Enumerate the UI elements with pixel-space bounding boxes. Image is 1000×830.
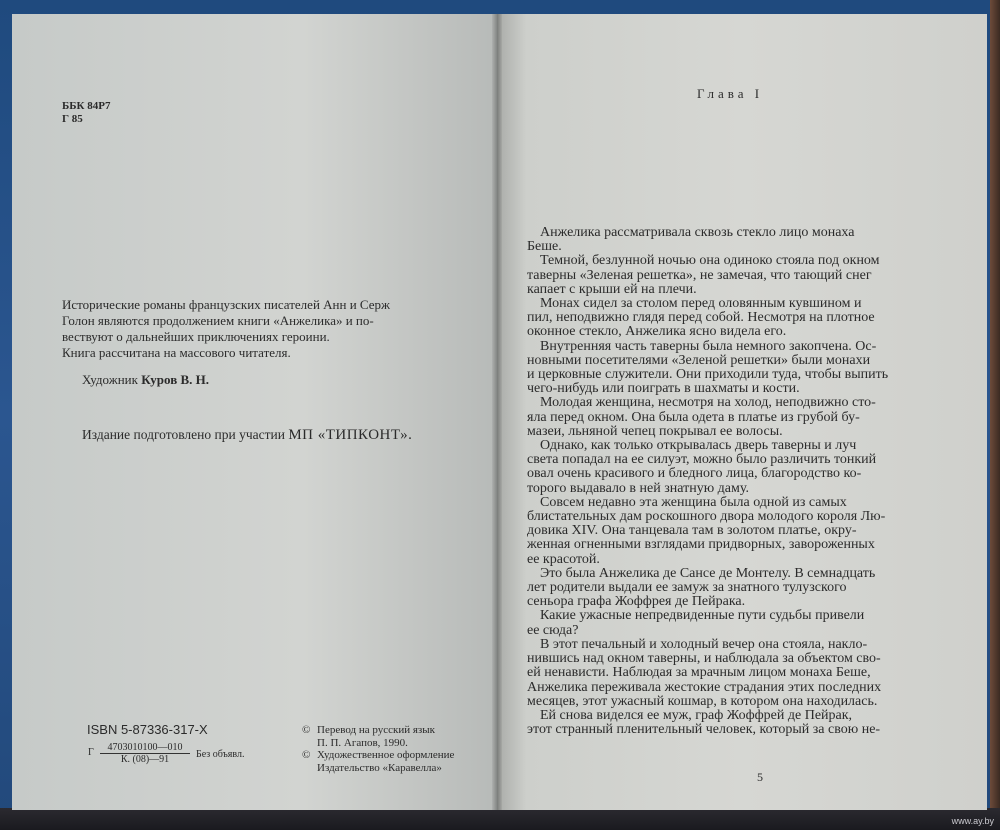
artist-label: Художник bbox=[82, 372, 138, 387]
edition-note bbox=[82, 427, 412, 444]
fraction-box bbox=[100, 742, 190, 765]
text-line: ее сюда? bbox=[527, 622, 579, 638]
annotation-line: Голон являются продолжением книги «Анжелика» и по- bbox=[62, 313, 374, 328]
text-line: женная огненными взглядами придворных, завороженных bbox=[527, 537, 875, 553]
left-page bbox=[12, 14, 497, 810]
text-line: блистательных дам роскошного двора молодого короля Лю- bbox=[527, 509, 886, 525]
copyright-symbol: © bbox=[302, 724, 311, 736]
text-line: Беше. bbox=[527, 239, 562, 255]
text-line: ее красотой. bbox=[527, 551, 600, 567]
text-line: Монах сидел за столом перед оловянным кувшином и bbox=[540, 296, 862, 312]
text-line: В этот печальный и холодный вечер она стояла, накло- bbox=[540, 636, 868, 652]
right-page bbox=[497, 14, 987, 810]
edition-org: МП «ТИПКОНТ». bbox=[288, 427, 413, 443]
artist-credit bbox=[82, 372, 209, 388]
table-surface bbox=[0, 808, 1000, 830]
copyright-line: Издательство «Каравелла» bbox=[317, 761, 442, 774]
copyright-line: Перевод на русский язык bbox=[317, 724, 436, 736]
fraction-bottom: К. (08)—91 bbox=[120, 754, 170, 765]
text-line: Совсем недавно эта женщина была одной из самых bbox=[540, 494, 847, 510]
fraction-letter: Г bbox=[88, 747, 94, 758]
text-line: нившись над окном таверны, и наблюдала за объектом сво- bbox=[527, 651, 881, 667]
annotation-line: вествуют о дальнейших приключениях героини. bbox=[62, 329, 330, 344]
edition-text: Издание подготовлено при участии bbox=[82, 427, 285, 442]
text-line: новными посетителями «Зеленой решетки» были монахи bbox=[527, 352, 871, 368]
annotation-line: Книга рассчитана на массового читателя. bbox=[62, 345, 291, 360]
chapter-title: Глава I bbox=[697, 86, 764, 101]
text-line: и церковные служители. Они приходили туда, чтобы выпить bbox=[527, 367, 889, 383]
text-line: этот странный пленительный человек, который за свою не- bbox=[527, 722, 881, 738]
text-line: торого выдавало в ней знатную даму. bbox=[527, 480, 749, 496]
text-line: света попадал на ее силуэт, можно было различить тонкий bbox=[527, 452, 877, 468]
copyright-block bbox=[302, 724, 497, 774]
library-classification bbox=[62, 100, 111, 126]
annotation-line: Исторические романы французских писателей Анн и Серж bbox=[62, 297, 390, 312]
fraction-note: Без объявл. bbox=[196, 749, 245, 760]
cover-edge bbox=[990, 0, 1000, 830]
text-line: чего-нибудь или поиграть в шахматы и кости. bbox=[527, 381, 800, 397]
text-line: Темной, безлунной ночью она одиноко стояла под окном bbox=[540, 253, 880, 269]
copyright-design bbox=[302, 749, 497, 774]
artist-name: Куров В. Н. bbox=[141, 372, 209, 387]
text-line: капает с крыши ей на плечи. bbox=[527, 281, 697, 297]
text-line: Анжелика рассматривала сквозь стекло лицо монаха bbox=[540, 225, 855, 240]
annotation bbox=[62, 297, 452, 361]
text-line: Это была Анжелика де Сансе де Монтелу. В семнадцать bbox=[540, 565, 876, 581]
text-line: Какие ужасные непредвиденные пути судьбы привели bbox=[540, 608, 865, 624]
chapter-text bbox=[527, 226, 967, 737]
text-line: таверны «Зеленая решетка», не замечая, что тающий снег bbox=[527, 267, 872, 283]
text-line: ей ненависти. Наблюдая за мрачным лицом монаха Беше, bbox=[527, 665, 871, 681]
book-gutter bbox=[492, 14, 502, 810]
text-line: овал очень красивого и бледного лица, благородство ко- bbox=[527, 466, 862, 482]
text-line: яла перед окном. Она была одета в платье из грубой бу- bbox=[527, 409, 860, 425]
text-line: пил, неподвижно глядя перед собой. Несмотря на плотное bbox=[527, 310, 875, 326]
copyright-line: Художественное оформление bbox=[317, 749, 455, 761]
fraction-top: 4703010100—010 bbox=[100, 742, 190, 754]
text-line: мазеи, льняной чепец покрывал ее волосы. bbox=[527, 423, 783, 439]
author-mark: Г 85 bbox=[62, 113, 83, 125]
copyright-symbol: © bbox=[302, 749, 311, 761]
text-line: сеньора графа Жоффрея де Пейрака. bbox=[527, 594, 746, 610]
text-line: Ей снова виделся ее муж, граф Жоффрей де Пейрак, bbox=[540, 707, 853, 723]
watermark: www.ay.by bbox=[951, 816, 994, 826]
copyright-translation bbox=[302, 724, 497, 749]
page-number: 5 bbox=[757, 770, 763, 784]
bbk-code: ББК 84Р7 bbox=[62, 100, 111, 112]
text-line: Молодая женщина, несмотря на холод, неподвижно сто- bbox=[540, 395, 876, 411]
text-line: Анжелика переживала жестокие страдания этих последних bbox=[527, 679, 882, 695]
text-line: лет родители выдали ее замуж за знатного тулузского bbox=[527, 580, 847, 596]
text-line: оконное стекло, Анжелика ясно видела его. bbox=[527, 324, 787, 340]
isbn: ISBN 5-87336-317-X bbox=[87, 722, 208, 737]
text-line: Однако, как только открывалась дверь таверны и луч bbox=[540, 438, 857, 454]
copyright-line: П. П. Агапов, 1990. bbox=[317, 736, 408, 749]
text-line: довика XIV. Она танцевала там в золотом платье, окру- bbox=[527, 523, 857, 539]
text-line: Внутренняя часть таверны была немного закопчена. Ос- bbox=[540, 338, 877, 354]
text-line: месяцев, этот ужасный кошмар, в котором она находилась. bbox=[527, 693, 878, 709]
